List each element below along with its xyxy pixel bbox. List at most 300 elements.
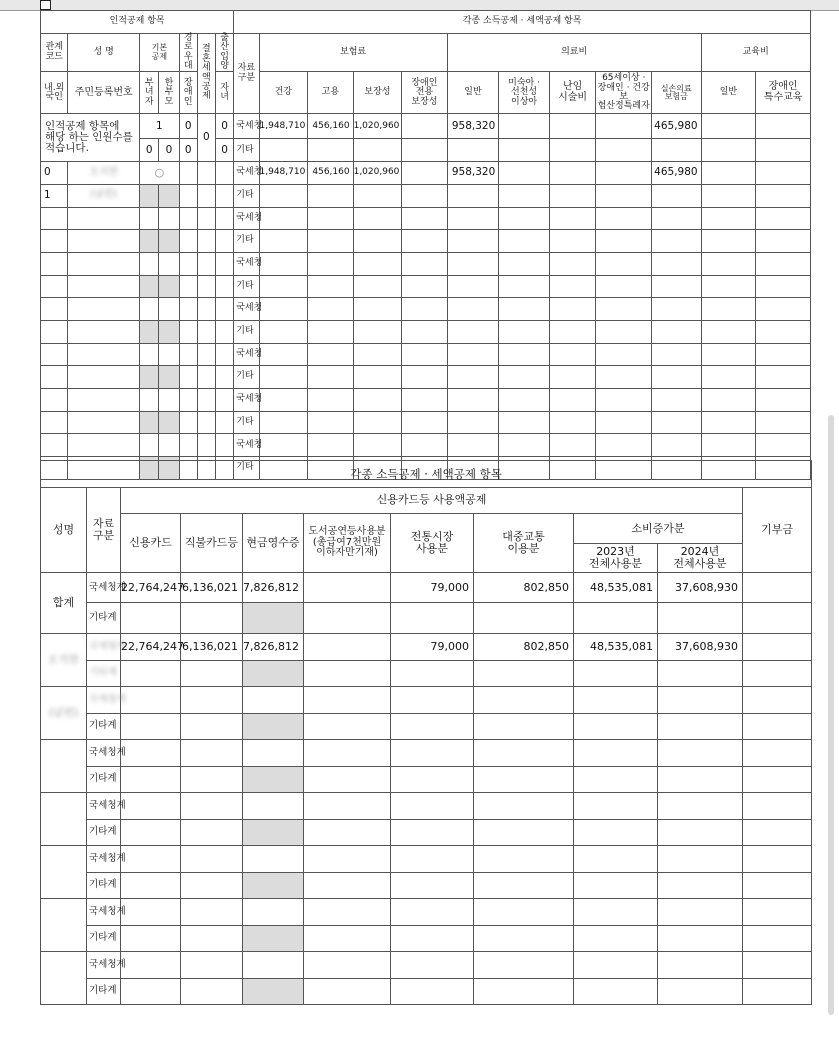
cell[interactable] — [596, 114, 652, 139]
cell[interactable] — [652, 184, 702, 207]
cell[interactable] — [391, 872, 474, 899]
cell[interactable] — [179, 343, 197, 366]
cell[interactable] — [474, 978, 574, 1005]
cell[interactable] — [549, 389, 596, 412]
cell[interactable] — [243, 925, 304, 952]
cell[interactable] — [549, 252, 596, 275]
cell[interactable] — [259, 411, 308, 434]
cell[interactable] — [596, 434, 652, 457]
cell[interactable] — [304, 660, 391, 687]
cell[interactable] — [41, 389, 68, 412]
cell[interactable] — [304, 687, 391, 714]
cell[interactable] — [353, 434, 402, 457]
cell[interactable] — [243, 740, 304, 767]
cell[interactable] — [499, 139, 550, 162]
cell[interactable] — [549, 320, 596, 343]
cell[interactable] — [197, 230, 215, 253]
cell[interactable] — [447, 298, 499, 321]
cell[interactable] — [259, 230, 308, 253]
cell[interactable] — [259, 366, 308, 389]
cell[interactable] — [596, 230, 652, 253]
cell[interactable] — [197, 184, 215, 207]
cell[interactable] — [179, 389, 197, 412]
cell[interactable] — [499, 434, 550, 457]
cell[interactable] — [308, 139, 354, 162]
cell[interactable] — [402, 184, 448, 207]
cell[interactable] — [121, 793, 181, 820]
cell[interactable] — [402, 411, 448, 434]
cell[interactable] — [499, 114, 550, 139]
cell[interactable] — [743, 573, 812, 603]
cell[interactable] — [701, 252, 756, 275]
cell[interactable] — [743, 766, 812, 793]
cell[interactable] — [391, 603, 474, 634]
cell[interactable] — [181, 978, 243, 1005]
cell[interactable] — [499, 366, 550, 389]
cell[interactable] — [197, 162, 215, 185]
cell[interactable] — [474, 603, 574, 634]
cell[interactable] — [474, 872, 574, 899]
cell[interactable] — [499, 184, 550, 207]
cell[interactable] — [353, 230, 402, 253]
cell[interactable] — [658, 819, 743, 846]
cell[interactable] — [179, 434, 197, 457]
cell[interactable] — [549, 343, 596, 366]
cell[interactable] — [308, 184, 354, 207]
cell[interactable] — [68, 434, 140, 457]
cell[interactable] — [121, 872, 181, 899]
cell[interactable] — [658, 872, 743, 899]
cell[interactable] — [743, 603, 812, 634]
cell[interactable] — [402, 162, 448, 185]
cell[interactable] — [68, 252, 140, 275]
cell[interactable] — [353, 389, 402, 412]
cell[interactable] — [353, 252, 402, 275]
cell[interactable] — [243, 603, 304, 634]
cell[interactable] — [181, 925, 243, 952]
cell[interactable] — [68, 207, 140, 230]
cell[interactable] — [574, 766, 658, 793]
cell[interactable] — [68, 343, 140, 366]
cell[interactable] — [574, 819, 658, 846]
cell[interactable] — [474, 899, 574, 926]
cell[interactable] — [308, 343, 354, 366]
cell[interactable] — [756, 320, 811, 343]
cell[interactable] — [574, 846, 658, 873]
cell[interactable] — [259, 275, 308, 298]
cell[interactable] — [658, 846, 743, 873]
cell[interactable] — [402, 275, 448, 298]
cell[interactable] — [216, 434, 234, 457]
cell[interactable] — [179, 184, 197, 207]
cell[interactable] — [596, 162, 652, 185]
cell[interactable] — [756, 139, 811, 162]
cell[interactable] — [701, 207, 756, 230]
cell[interactable] — [402, 298, 448, 321]
cell[interactable] — [596, 320, 652, 343]
cell[interactable] — [447, 434, 499, 457]
cell[interactable] — [402, 207, 448, 230]
cell[interactable] — [743, 925, 812, 952]
cell[interactable] — [159, 275, 179, 298]
cell[interactable] — [41, 366, 68, 389]
cell[interactable] — [259, 320, 308, 343]
cell[interactable] — [304, 766, 391, 793]
cell[interactable] — [652, 320, 702, 343]
cell[interactable] — [308, 320, 354, 343]
cell[interactable] — [474, 952, 574, 979]
cell[interactable] — [574, 687, 658, 714]
cell[interactable] — [181, 687, 243, 714]
cell[interactable] — [701, 298, 756, 321]
cell[interactable] — [756, 434, 811, 457]
person-name-cell[interactable] — [41, 846, 87, 899]
cell[interactable] — [474, 766, 574, 793]
cell[interactable] — [652, 434, 702, 457]
cell[interactable] — [216, 411, 234, 434]
cell[interactable] — [474, 687, 574, 714]
cell[interactable] — [756, 252, 811, 275]
cell[interactable] — [474, 846, 574, 873]
cell[interactable] — [574, 793, 658, 820]
cell[interactable] — [391, 899, 474, 926]
cell[interactable] — [216, 207, 234, 230]
cell[interactable] — [197, 207, 215, 230]
cell[interactable] — [181, 603, 243, 634]
cell[interactable] — [499, 411, 550, 434]
cell[interactable] — [121, 713, 181, 740]
cell[interactable] — [197, 275, 215, 298]
cell[interactable] — [391, 978, 474, 1005]
cell[interactable] — [701, 434, 756, 457]
cell[interactable] — [743, 793, 812, 820]
cell[interactable] — [140, 252, 159, 275]
cell[interactable] — [140, 366, 159, 389]
cell[interactable] — [391, 925, 474, 952]
cell[interactable] — [353, 411, 402, 434]
cell[interactable] — [304, 872, 391, 899]
cell[interactable] — [159, 207, 179, 230]
cell[interactable] — [574, 603, 658, 634]
cell[interactable] — [140, 207, 159, 230]
cell[interactable] — [68, 411, 140, 434]
person-name-cell[interactable] — [41, 793, 87, 846]
cell[interactable] — [216, 162, 234, 185]
cell[interactable] — [596, 411, 652, 434]
cell[interactable] — [499, 275, 550, 298]
cell[interactable] — [197, 298, 215, 321]
cell[interactable] — [216, 320, 234, 343]
cell[interactable] — [140, 184, 159, 207]
cell[interactable] — [391, 740, 474, 767]
cell[interactable] — [353, 343, 402, 366]
cell[interactable] — [121, 766, 181, 793]
cell[interactable] — [474, 713, 574, 740]
cell[interactable] — [179, 207, 197, 230]
cell[interactable] — [652, 252, 702, 275]
cell[interactable] — [41, 320, 68, 343]
cell[interactable] — [658, 660, 743, 687]
cell[interactable] — [658, 978, 743, 1005]
cell[interactable] — [743, 899, 812, 926]
cell[interactable] — [743, 978, 812, 1005]
cell[interactable] — [652, 389, 702, 412]
cell[interactable] — [391, 766, 474, 793]
cell[interactable] — [179, 366, 197, 389]
cell[interactable] — [304, 793, 391, 820]
cell[interactable] — [197, 434, 215, 457]
cell[interactable] — [743, 687, 812, 714]
cell[interactable] — [304, 740, 391, 767]
cell[interactable] — [121, 603, 181, 634]
cell[interactable] — [41, 343, 68, 366]
cell[interactable] — [743, 872, 812, 899]
cell[interactable] — [304, 819, 391, 846]
cell[interactable] — [243, 660, 304, 687]
cell[interactable] — [652, 139, 702, 162]
cell[interactable] — [756, 275, 811, 298]
cell[interactable] — [41, 230, 68, 253]
cell[interactable] — [756, 230, 811, 253]
cell[interactable] — [140, 275, 159, 298]
cell[interactable] — [756, 114, 811, 139]
cell[interactable] — [353, 184, 402, 207]
cell[interactable] — [391, 846, 474, 873]
cell[interactable] — [159, 252, 179, 275]
cell[interactable] — [259, 252, 308, 275]
cell[interactable] — [658, 952, 743, 979]
cell[interactable] — [549, 139, 596, 162]
cell[interactable] — [159, 184, 179, 207]
cell[interactable] — [259, 343, 308, 366]
cell[interactable] — [353, 298, 402, 321]
cell[interactable] — [743, 952, 812, 979]
cell[interactable] — [304, 573, 391, 603]
cell[interactable] — [159, 411, 179, 434]
cell[interactable] — [499, 389, 550, 412]
cell[interactable] — [701, 162, 756, 185]
cell[interactable] — [391, 687, 474, 714]
cell[interactable] — [259, 298, 308, 321]
cell[interactable] — [140, 434, 159, 457]
cell[interactable] — [308, 298, 354, 321]
cell[interactable] — [549, 230, 596, 253]
cell[interactable] — [216, 275, 234, 298]
cell[interactable] — [121, 925, 181, 952]
cell[interactable] — [121, 978, 181, 1005]
cell[interactable] — [402, 389, 448, 412]
cell[interactable] — [243, 978, 304, 1005]
cell[interactable] — [756, 343, 811, 366]
cell[interactable] — [549, 366, 596, 389]
cell[interactable] — [68, 366, 140, 389]
cell[interactable] — [243, 793, 304, 820]
cell[interactable] — [596, 184, 652, 207]
cell[interactable] — [216, 230, 234, 253]
cell[interactable] — [353, 139, 402, 162]
cell[interactable] — [68, 320, 140, 343]
cell[interactable] — [447, 411, 499, 434]
cell[interactable] — [308, 434, 354, 457]
cell[interactable] — [259, 389, 308, 412]
cell[interactable] — [140, 343, 159, 366]
cell[interactable] — [140, 389, 159, 412]
cell[interactable] — [701, 184, 756, 207]
cell[interactable] — [353, 320, 402, 343]
cell[interactable] — [658, 793, 743, 820]
cell[interactable] — [159, 434, 179, 457]
cell[interactable] — [549, 207, 596, 230]
cell[interactable] — [159, 230, 179, 253]
cell[interactable] — [308, 252, 354, 275]
scrollbar[interactable] — [828, 415, 834, 1015]
cell[interactable] — [243, 766, 304, 793]
cell[interactable] — [549, 434, 596, 457]
cell[interactable] — [304, 925, 391, 952]
cell[interactable] — [701, 411, 756, 434]
cell[interactable] — [701, 230, 756, 253]
cell[interactable] — [181, 872, 243, 899]
cell[interactable] — [304, 952, 391, 979]
cell[interactable] — [652, 275, 702, 298]
cell[interactable] — [658, 740, 743, 767]
cell[interactable] — [701, 275, 756, 298]
cell[interactable] — [216, 298, 234, 321]
cell[interactable] — [308, 230, 354, 253]
cell[interactable] — [259, 184, 308, 207]
cell[interactable] — [140, 298, 159, 321]
cell[interactable] — [447, 320, 499, 343]
cell[interactable] — [499, 162, 550, 185]
cell[interactable] — [652, 207, 702, 230]
cell[interactable] — [743, 846, 812, 873]
cell[interactable] — [447, 343, 499, 366]
cell[interactable] — [596, 252, 652, 275]
cell[interactable] — [121, 846, 181, 873]
cell[interactable] — [41, 207, 68, 230]
cell[interactable] — [574, 713, 658, 740]
cell[interactable] — [658, 899, 743, 926]
cell[interactable] — [197, 411, 215, 434]
cell[interactable] — [41, 411, 68, 434]
cell[interactable] — [447, 207, 499, 230]
cell[interactable] — [652, 343, 702, 366]
cell[interactable] — [259, 207, 308, 230]
cell[interactable] — [304, 603, 391, 634]
cell[interactable] — [574, 872, 658, 899]
cell[interactable] — [179, 252, 197, 275]
cell[interactable] — [304, 899, 391, 926]
cell[interactable] — [179, 230, 197, 253]
cell[interactable] — [179, 411, 197, 434]
cell[interactable] — [701, 114, 756, 139]
cell[interactable] — [658, 603, 743, 634]
cell[interactable] — [179, 162, 197, 185]
cell[interactable] — [181, 740, 243, 767]
cell[interactable] — [756, 389, 811, 412]
cell[interactable] — [391, 713, 474, 740]
cell[interactable] — [197, 320, 215, 343]
person-name-cell[interactable] — [41, 952, 87, 1005]
cell[interactable] — [353, 207, 402, 230]
cell[interactable] — [391, 952, 474, 979]
cell[interactable] — [402, 434, 448, 457]
cell[interactable] — [41, 434, 68, 457]
cell[interactable] — [159, 389, 179, 412]
cell[interactable] — [499, 343, 550, 366]
cell[interactable] — [756, 207, 811, 230]
cell[interactable] — [658, 925, 743, 952]
cell[interactable] — [121, 660, 181, 687]
cell[interactable] — [304, 978, 391, 1005]
cell[interactable] — [596, 139, 652, 162]
cell[interactable] — [574, 660, 658, 687]
cell[interactable] — [549, 411, 596, 434]
cell[interactable] — [447, 139, 499, 162]
cell[interactable] — [701, 366, 756, 389]
cell[interactable] — [243, 899, 304, 926]
cell[interactable] — [596, 389, 652, 412]
cell[interactable] — [391, 793, 474, 820]
cell[interactable] — [140, 320, 159, 343]
cell[interactable] — [499, 207, 550, 230]
cell[interactable] — [743, 660, 812, 687]
cell[interactable] — [596, 207, 652, 230]
cell[interactable] — [574, 925, 658, 952]
cell[interactable] — [701, 389, 756, 412]
cell[interactable] — [243, 872, 304, 899]
cell[interactable] — [701, 139, 756, 162]
cell[interactable] — [181, 819, 243, 846]
cell[interactable] — [179, 275, 197, 298]
cell[interactable] — [243, 819, 304, 846]
cell[interactable] — [181, 766, 243, 793]
cell[interactable] — [216, 184, 234, 207]
cell[interactable] — [41, 252, 68, 275]
cell[interactable] — [549, 162, 596, 185]
cell[interactable] — [574, 952, 658, 979]
cell[interactable] — [447, 389, 499, 412]
cell[interactable] — [181, 846, 243, 873]
cell[interactable] — [259, 139, 308, 162]
cell[interactable] — [549, 114, 596, 139]
cell[interactable] — [181, 899, 243, 926]
cell[interactable] — [549, 298, 596, 321]
cell[interactable] — [756, 411, 811, 434]
cell[interactable] — [474, 793, 574, 820]
person-name-cell[interactable] — [41, 740, 87, 793]
cell[interactable] — [216, 252, 234, 275]
cell[interactable] — [41, 298, 68, 321]
cell[interactable] — [353, 275, 402, 298]
cell[interactable] — [596, 298, 652, 321]
cell[interactable] — [391, 819, 474, 846]
cell[interactable] — [756, 366, 811, 389]
cell[interactable] — [41, 275, 68, 298]
cell[interactable] — [243, 846, 304, 873]
person-name-cell[interactable] — [41, 899, 87, 952]
cell[interactable] — [743, 740, 812, 767]
cell[interactable] — [304, 634, 391, 661]
cell[interactable] — [391, 660, 474, 687]
cell[interactable] — [743, 819, 812, 846]
cell[interactable] — [701, 320, 756, 343]
cell[interactable] — [181, 713, 243, 740]
cell[interactable] — [308, 366, 354, 389]
cell[interactable] — [197, 343, 215, 366]
cell[interactable] — [402, 139, 448, 162]
cell[interactable] — [243, 952, 304, 979]
